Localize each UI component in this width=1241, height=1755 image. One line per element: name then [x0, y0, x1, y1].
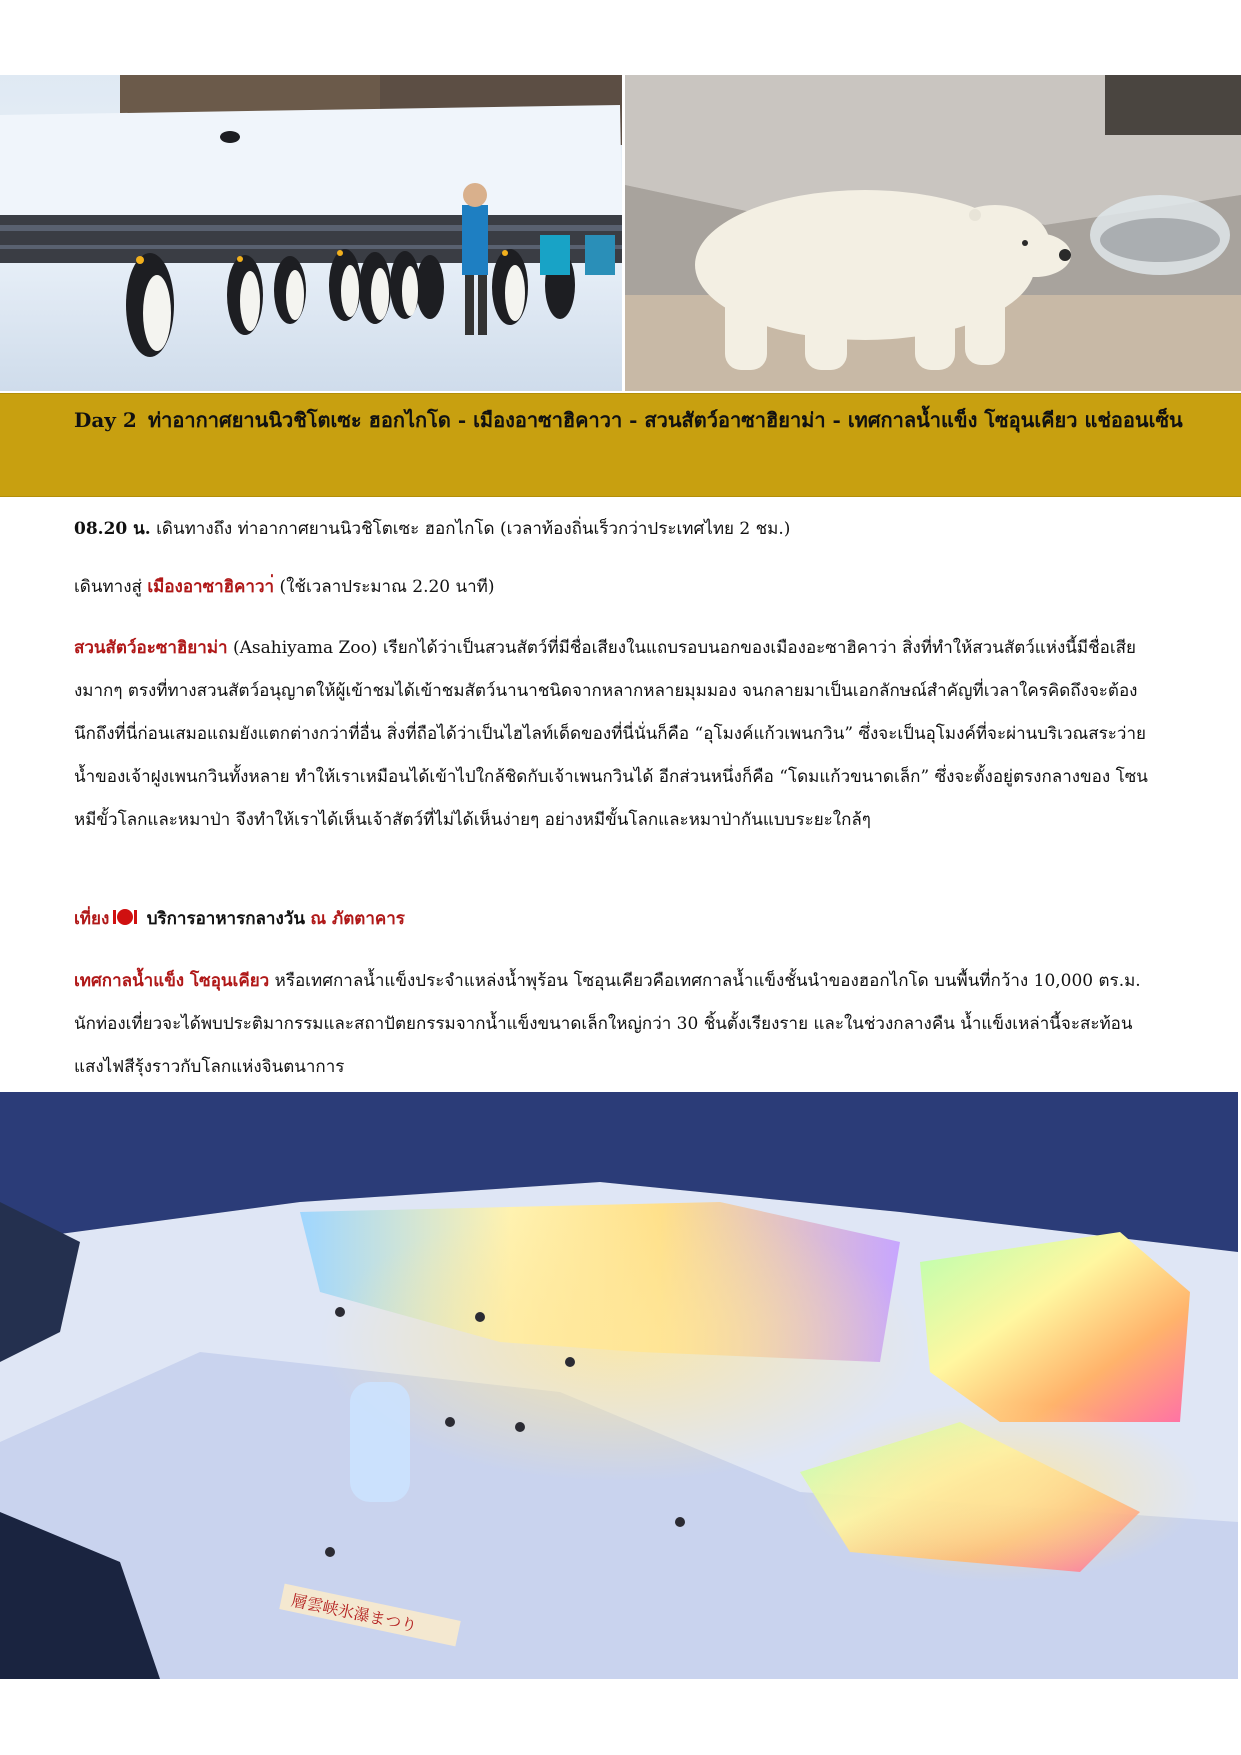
- zoo-name: สวนสัตว์อะซาฮิยาม่า: [74, 638, 228, 658]
- zoo-paragraph: [74, 627, 1154, 842]
- lunch-text: บริการอาหารกลางวัน: [146, 909, 305, 929]
- arrival-line: [74, 508, 1154, 551]
- lunch-line: [74, 898, 1154, 944]
- day-label: Day 2: [74, 408, 137, 432]
- lunch-label: เที่ยง: [74, 909, 110, 929]
- lunch-location: ณ ภัตตาคาร: [310, 909, 405, 929]
- festival-name: เทศกาลน้ำแข็ง โซอุนเคียว: [74, 971, 270, 991]
- penguin-parade-photo: [0, 75, 622, 391]
- arrival-time: 08.20 น.: [74, 519, 151, 539]
- arrival-text: เดินทางถึง ท่าอากาศยานนิวชิโตเซะ ฮอกไกโด (เวลาท้องถิ่นเร็วกว่าประเทศไทย 2 ชม.): [156, 519, 791, 539]
- day-title: ท่าอากาศยานนิวชิโตเซะ ฮอกไกโด - เมืองอาซาฮิคาวา - สวนสัตว์อาซาฮิยาม่า - เทศกาลน้ำแข็ง โซอุนเคียว แช่ออนเซ็น: [148, 408, 1183, 432]
- festival-description: หรือเทศกาลน้ำแข็งประจำแหล่งน้ำพุร้อน โซอุนเคียวคือเทศกาลน้ำแข็งชั้นนำของฮอกไกโด บนพื้นที่กว้าง 10,000 ตร.ม. นักท่องเที่ยวจะได้พบประติมากรรมและสถาปัตยกรรมจากน้ำแข็งขนาดเล็กใหญ่กว่า 30 ชิ้นตั้งเรียงราย และในช่วงกลางคืน น้ำแข็งเหล่านี้จะสะท้อนแสงไฟสีรุ้งราวกับโลกแห่งจินตนาการ: [74, 971, 1141, 1077]
- travel-city: เมืองอาซาฮิคาวา่: [147, 577, 275, 597]
- ice-festival-photo: [0, 1092, 1238, 1679]
- festival-sign-text: 層雲峡氷瀑まつり: [289, 1590, 419, 1636]
- travel-prefix: เดินทางสู่: [74, 577, 142, 597]
- travel-suffix: (ใช้เวลาประมาณ 2.20 นาที): [279, 577, 495, 597]
- meal-icon: [112, 901, 138, 944]
- travel-line: [74, 566, 1154, 609]
- day-header-band: [0, 393, 1241, 497]
- zoo-description: (Asahiyama Zoo) เรียกได้ว่าเป็นสวนสัตว์ที่มีชื่อเสียงในแถบรอบนอกของเมืองอะซาฮิคาว่า สิ่งที่ทำให้สวนสัตว์แห่งนี้มีชื่อเสียงมากๆ ตรงที่ทางสวนสัตว์อนุญาตให้ผู้เข้าชมได้เข้าชมสัตว์นานาชนิดจากหลากหลายมุมมอง จนกลายมาเป็นเอกลักษณ์สำคัญที่เวลาใครคิดถึงจะต้องนึกถึงที่นี่ก่อนเสมอแถมยังแตกต่างกว่าที่อื่น สิ่งที่ถือได้ว่าเป็นไฮไลท์เด็ดของที่นี่นั่นก็คือ “อุโมงค์แก้วเพนกวิน” ซึ่งจะเป็นอุโมงค์ที่จะผ่านบริเวณสระว่ายน้ำของเจ้าฝูงเพนกวินทั้งหลาย ทำให้เราเหมือนได้เข้าไปใกล้ชิดกับเจ้าเพนกวินได้ อีกส่วนหนึ่งก็คือ “โดมแก้วขนาดเล็ก” ซึ่งจะตั้งอยู่ตรงกลางของ โซนหมีขั้วโลกและหมาป่า จึงทำให้เราได้เห็นเจ้าสัตว์ที่ไม่ได้เห็นง่ายๆ อย่างหมีขั้นโลกและหมาป่ากันแบบระยะใกล้ๆ: [74, 638, 1148, 830]
- festival-paragraph: [74, 960, 1154, 1089]
- polar-bear-photo: [625, 75, 1241, 391]
